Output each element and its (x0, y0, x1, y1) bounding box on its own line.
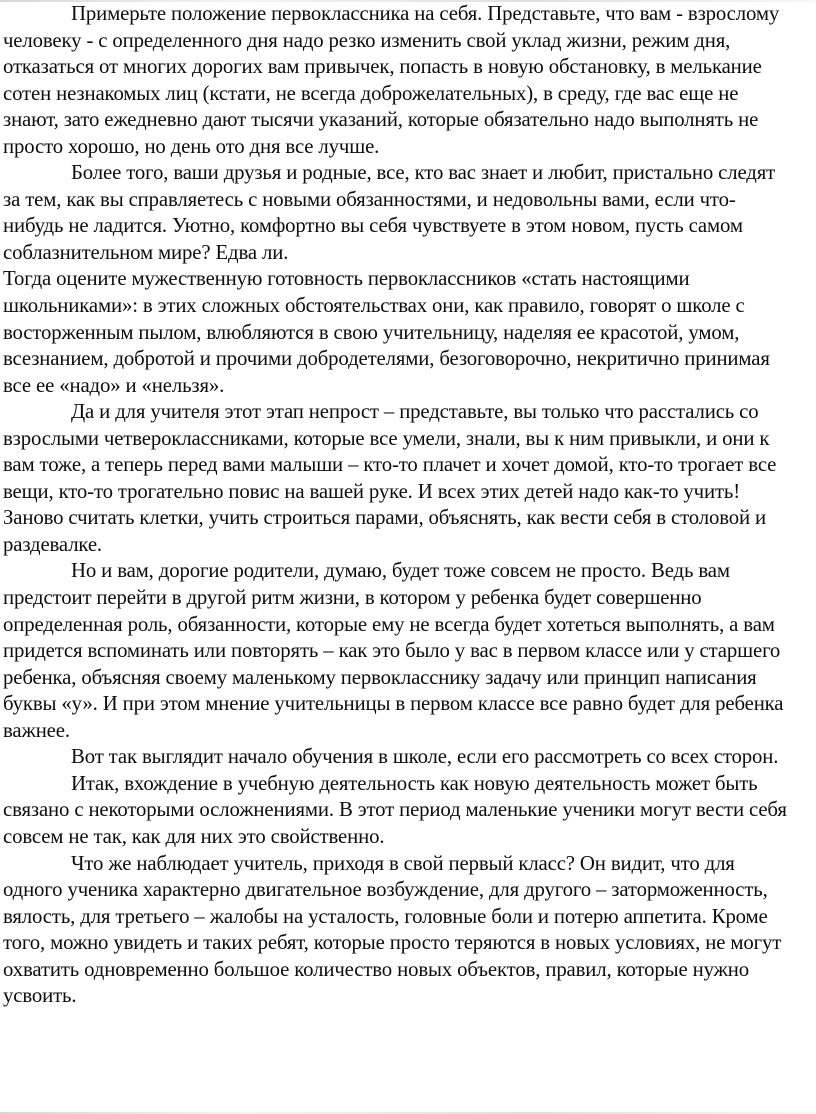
paragraph: Примерьте положение первоклассника на себя. Представьте, что вам - взрослому человеку - с определенного дня надо резко изменить свой уклад жизни, режим дня, отказаться от многих дорогих вам привычек, попасть в новую обстановку, в мелькание сотен незнакомых лиц (кстати, не всегда доброжелательных), в среду, где вас еще не знают, зато ежедневно дают тысячи указаний, которые обязательно надо выполнять не просто хорошо, но день ото дня все лучше. (3, 2, 780, 158)
document-body (3, 1, 790, 1010)
paragraph: Что же наблюдает учитель, приходя в свой первый класс? Он видит, что для одного ученика характерно двигательное возбуждение, для другого – заторможенность, вялость, для третьего – жалобы на усталость, головные боли и потерю аппетита. Кроме того, можно увидеть и таких ребят, которые просто теряются в новых условиях, не могут охватить одновременно большое количество новых объектов, правил, которые нужно усвоить. (3, 851, 782, 1008)
paragraph: Вот так выглядит начало обучения в школе, если его рассмотреть со всех сторон. (71, 745, 779, 769)
paragraph: Более того, ваши друзья и родные, все, кто вас знает и любит, пристально следят за тем, как вы справляетесь с новыми обязанностями, и недовольны вами, если что-нибудь не ладится. Уютно, комфортно вы себя чувствуете в этом новом, пусть самом соблазнительном мире? Едва ли. (3, 161, 776, 264)
paragraph: Но и вам, дорогие родители, думаю, будет тоже совсем не просто. Ведь вам предстоит перейти в другой ритм жизни, в котором у ребенка будет совершенно определенная роль, обязанности, которые ему не всегда будет хотеться выполнять, а вам придется вспоминать или повторять – как это было у вас в первом классе или у старшего ребенка, объясняя своему маленькому первокласснику задачу или принцип написания буквы «у». И при этом мнение учительницы в первом классе все равно будет для ребенка важнее. (3, 559, 784, 742)
paragraph: Итак, вхождение в учебную деятельность как новую деятельность может быть связано с некоторыми осложнениями. В этот период маленькие ученики могут вести себя совсем не так, как для них это свойственно. (3, 771, 787, 848)
paragraph: Тогда оцените мужественную готовность первоклассников «стать настоящими школьниками»: в этих сложных обстоятельствах они, как правило, говорят о школе с восторженным пылом, влюбляются в свою учительницу, наделяя ее красотой, умом, всезнанием, добротой и прочими добродетелями, безоговорочно, некритично принимая все ее «надо» и «нельзя». (3, 267, 770, 397)
paragraph: Да и для учителя этот этап непрост – представьте, вы только что расстались со взрослыми четвероклассниками, которые все умели, знали, вы к ним привыкли, и они к вам тоже, а теперь перед вами малыши – кто-то плачет и хочет домой, кто-то трогает все вещи, кто-то трогательно повис на вашей руке. И всех этих детей надо как-то учить! Заново считать клетки, учить строиться парами, объяснять, как вести себя в столовой и раздевалке. (3, 400, 777, 556)
